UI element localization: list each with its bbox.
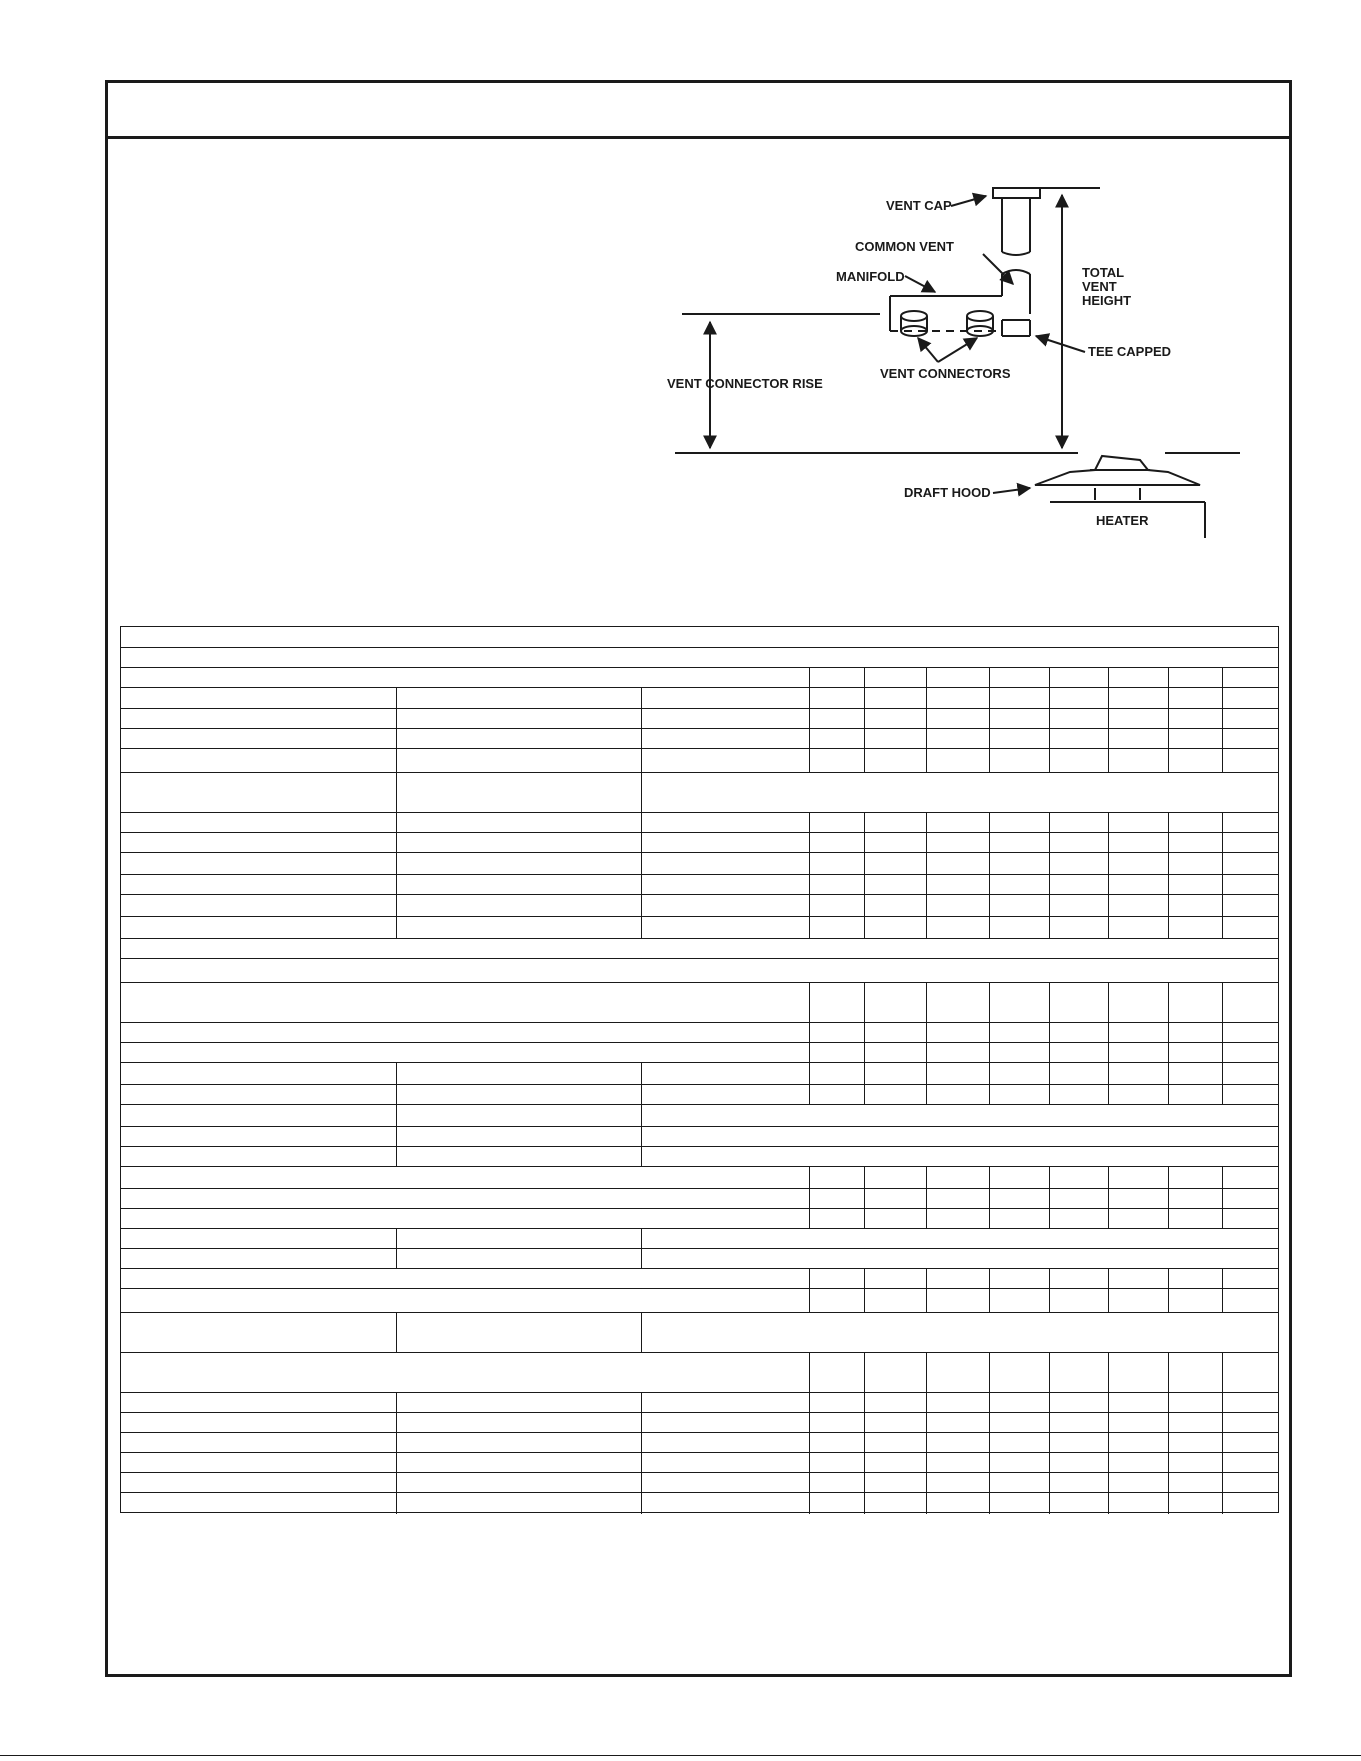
- table-row-rule: [121, 1392, 1278, 1393]
- table-row-rule: [121, 874, 1278, 875]
- table-column-rule: [989, 812, 990, 938]
- table-row-rule: [121, 1208, 1278, 1209]
- table-row-rule: [121, 1312, 1278, 1313]
- table-row-rule: [121, 916, 1278, 917]
- table-column-rule: [1168, 1166, 1169, 1228]
- table-row-rule: [121, 1352, 1278, 1353]
- table-row-rule: [121, 1022, 1278, 1023]
- table-column-rule: [1049, 982, 1050, 1104]
- table-row-rule: [121, 1248, 1278, 1249]
- label-total: TOTAL: [1082, 265, 1125, 280]
- table-column-rule: [1168, 667, 1169, 772]
- table-row-rule: [121, 1452, 1278, 1453]
- table-column-rule: [926, 1166, 927, 1228]
- table-row-rule: [121, 1288, 1278, 1289]
- table-column-rule: [1108, 812, 1109, 938]
- table-column-rule: [1222, 982, 1223, 1104]
- table-row-rule: [121, 748, 1278, 749]
- table-row-rule: [121, 812, 1278, 813]
- table-column-rule: [1049, 667, 1050, 772]
- table-column-rule: [1168, 1268, 1169, 1312]
- table-column-rule: [1222, 812, 1223, 938]
- table-column-rule: [926, 812, 927, 938]
- table-column-rule: [864, 982, 865, 1104]
- venting-diagram: [0, 0, 1361, 560]
- table-row-rule: [121, 667, 1278, 668]
- table-row-rule: [121, 1268, 1278, 1269]
- table-row-rule: [121, 958, 1278, 959]
- label-manifold: MANIFOLD: [836, 269, 905, 284]
- table-column-rule: [1168, 1352, 1169, 1514]
- label-heater: HEATER: [1096, 513, 1149, 528]
- table-label-column-rule: [396, 1062, 397, 1166]
- table-label-column-rule: [641, 1392, 642, 1514]
- table-column-rule: [1222, 1166, 1223, 1228]
- table-column-rule: [1108, 1166, 1109, 1228]
- table-row-rule: [121, 852, 1278, 853]
- label-vent-connector-rise: VENT CONNECTOR RISE: [667, 376, 823, 391]
- table-column-rule: [989, 982, 990, 1104]
- table-column-rule: [989, 1166, 990, 1228]
- table-row-rule: [121, 1166, 1278, 1167]
- label-draft-hood: DRAFT HOOD: [904, 485, 991, 500]
- table-column-rule: [1049, 812, 1050, 938]
- table-column-rule: [809, 667, 810, 772]
- table-row-rule: [121, 982, 1278, 983]
- table-row-rule: [121, 1126, 1278, 1127]
- table-row-rule: [121, 1432, 1278, 1433]
- table-column-rule: [809, 1268, 810, 1312]
- table-column-rule: [1168, 982, 1169, 1104]
- table-label-column-rule: [641, 1062, 642, 1166]
- table-column-rule: [1222, 1268, 1223, 1312]
- label-vent-connectors: VENT CONNECTORS: [880, 366, 1011, 381]
- table-column-rule: [1168, 812, 1169, 938]
- vent-connector-shape: [967, 311, 993, 336]
- table-column-rule: [926, 982, 927, 1104]
- table-row-rule: [121, 1146, 1278, 1147]
- table-row-rule: [121, 1188, 1278, 1189]
- table-row-rule: [121, 728, 1278, 729]
- table-row-rule: [121, 772, 1278, 773]
- table-column-rule: [1108, 1352, 1109, 1514]
- table-row-rule: [121, 647, 1278, 648]
- table-column-rule: [989, 1352, 990, 1514]
- table-label-column-rule: [641, 1312, 642, 1352]
- label-vent: VENT: [1082, 279, 1117, 294]
- label-tee-capped: TEE CAPPED: [1088, 344, 1172, 359]
- table-row-rule: [121, 1492, 1278, 1493]
- table-column-rule: [989, 667, 990, 772]
- table-label-column-rule: [396, 1228, 397, 1268]
- table-row-rule: [121, 938, 1278, 939]
- table-column-rule: [1108, 982, 1109, 1104]
- table-column-rule: [1049, 1268, 1050, 1312]
- table-row-rule: [121, 1412, 1278, 1413]
- label-height: HEIGHT: [1082, 293, 1132, 308]
- table-row-rule: [121, 687, 1278, 688]
- table-column-rule: [1108, 667, 1109, 772]
- table-row-rule: [121, 1228, 1278, 1229]
- bottom-rule: [0, 1755, 1361, 1756]
- vent-cap-shape: [993, 188, 1040, 198]
- table-column-rule: [864, 1268, 865, 1312]
- table-row-rule: [121, 1472, 1278, 1473]
- table-row-rule: [121, 1104, 1278, 1105]
- table-column-rule: [864, 1166, 865, 1228]
- table-column-rule: [864, 1352, 865, 1514]
- table-column-rule: [864, 667, 865, 772]
- table-column-rule: [1049, 1166, 1050, 1228]
- specification-table: [120, 626, 1279, 1513]
- table-column-rule: [809, 982, 810, 1104]
- table-row-rule: [121, 1042, 1278, 1043]
- table-column-rule: [1222, 667, 1223, 772]
- table-row-rule: [121, 1062, 1278, 1063]
- table-row-rule: [121, 832, 1278, 833]
- table-column-rule: [926, 667, 927, 772]
- vent-connector-shape: [901, 311, 927, 336]
- table-row-rule: [121, 708, 1278, 709]
- table-label-column-rule: [641, 1228, 642, 1268]
- table-column-rule: [1049, 1352, 1050, 1514]
- table-column-rule: [926, 1352, 927, 1514]
- table-column-rule: [809, 1166, 810, 1228]
- table-label-column-rule: [641, 687, 642, 938]
- table-column-rule: [1222, 1352, 1223, 1514]
- table-label-column-rule: [396, 1392, 397, 1514]
- table-column-rule: [989, 1268, 990, 1312]
- table-row-rule: [121, 1084, 1278, 1085]
- table-column-rule: [864, 812, 865, 938]
- table-column-rule: [809, 812, 810, 938]
- label-vent-cap: VENT CAP: [886, 198, 952, 213]
- table-row-rule: [121, 894, 1278, 895]
- label-common-vent: COMMON VENT: [855, 239, 954, 254]
- table-label-column-rule: [396, 1312, 397, 1352]
- table-column-rule: [1108, 1268, 1109, 1312]
- table-label-column-rule: [396, 687, 397, 938]
- table-column-rule: [809, 1352, 810, 1514]
- table-column-rule: [926, 1268, 927, 1312]
